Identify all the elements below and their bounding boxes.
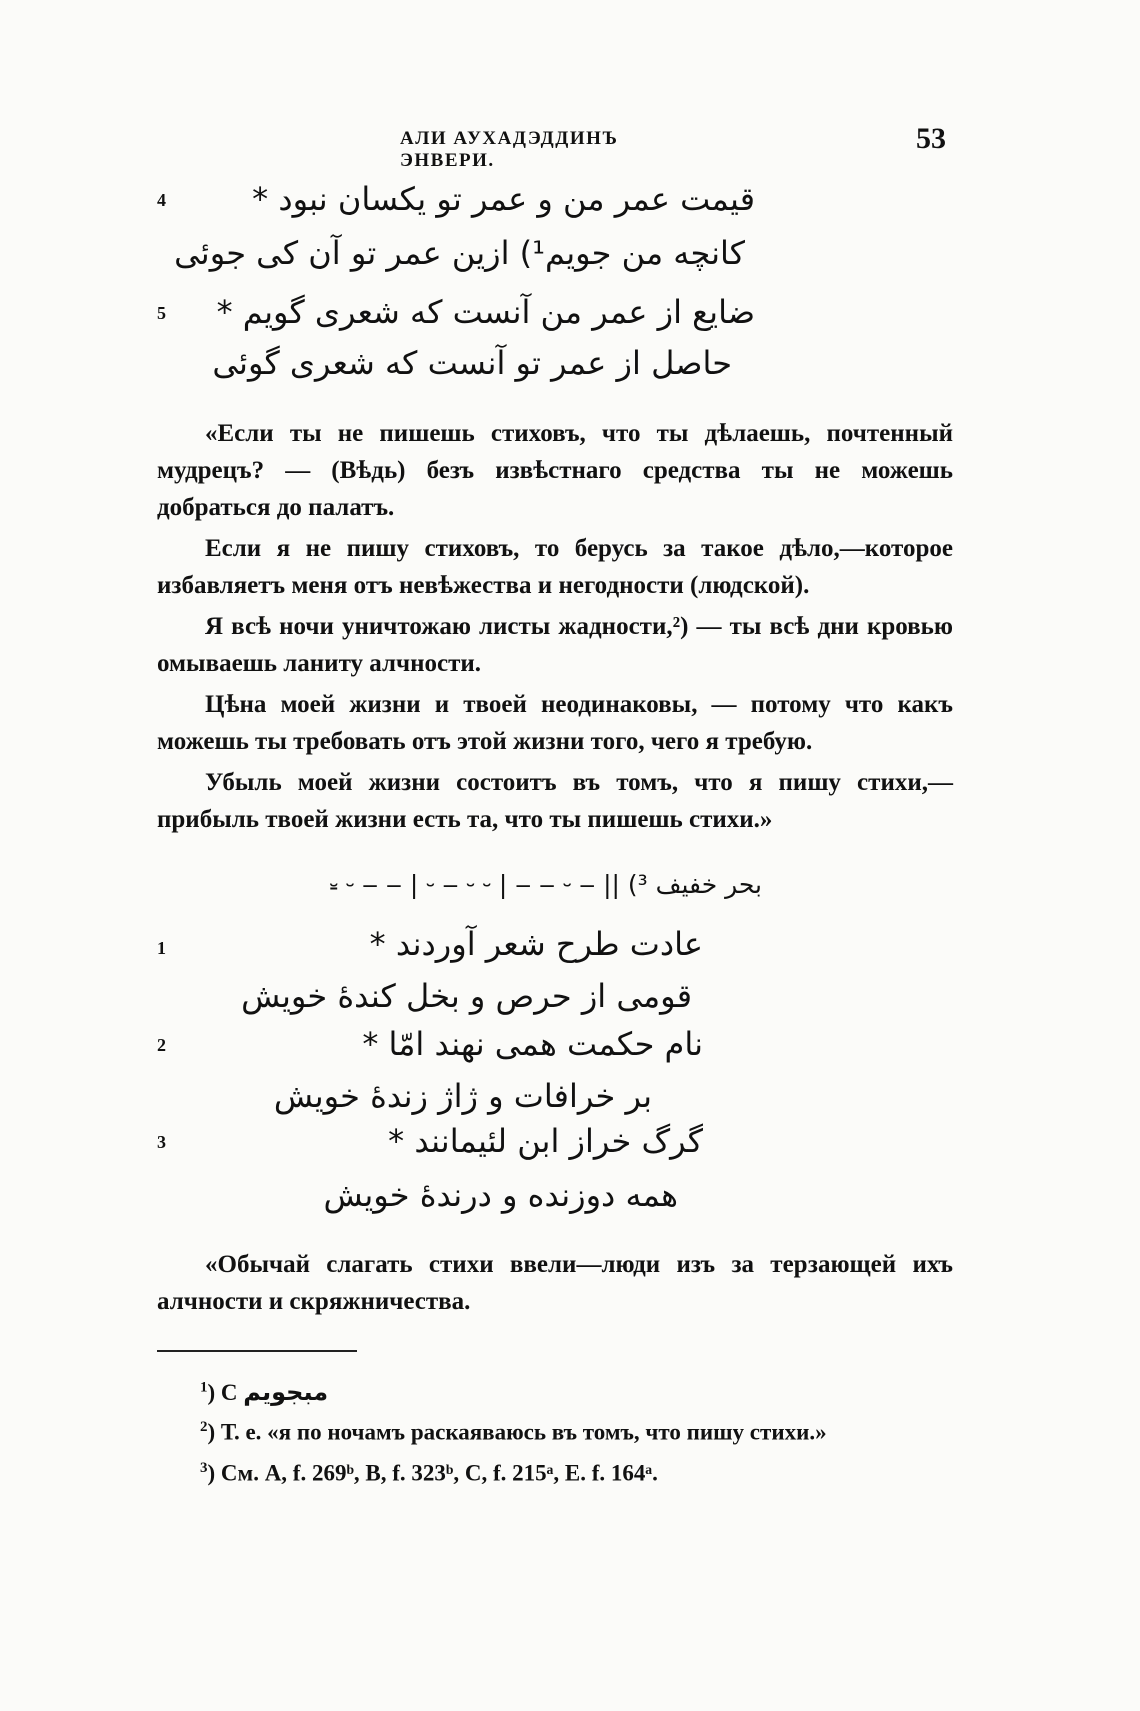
footnote: $^1$) C مبجویم: [200, 1378, 329, 1406]
verse-line: حاصل از عمر تو آنست که شعری گوئی: [212, 344, 732, 382]
verse-line: همه دوزنده و درندهٔ خویش: [323, 1176, 678, 1214]
verse-line: کانچه من جویم¹) ازین عمر تو آن کی جوئی: [174, 234, 745, 272]
verse-number: 3: [157, 1132, 166, 1152]
paragraph: Я всѣ ночи уничтожаю листы жадности,²) — ты всѣ дни кровью омываешь ланиту алчности.: [157, 613, 953, 677]
translation-block: [157, 1246, 953, 1324]
verse-line: ضایع از عمر من آنست که شعری گویم *: [216, 293, 755, 331]
translation-block: [157, 415, 953, 842]
verse-line: قومی از حرص و بخل کندهٔ خویش: [241, 977, 692, 1015]
meter-line: بحر خفیف ³) || ‒ ⏑ ‒ ‒ | ⏑ ⏑ ‒ ⏑ | ‒ ‒ ⏑ ⏓: [329, 870, 762, 899]
paragraph: «Обычай слагать стихи ввели—люди изъ за терзающей ихъ алчности и скряжничества.: [157, 1251, 953, 1315]
verse-number: 2: [157, 1035, 166, 1055]
verse-number: 1: [157, 938, 166, 958]
verse-line: قیمت عمر من و عمر تو یکسان نبود *: [252, 180, 755, 218]
paragraph: Если я не пишу стиховъ, то берусь за такое дѣло,—которое избавляетъ меня отъ невѣжества и негодности (людской).: [157, 535, 953, 599]
verse-line: عادت طرح شعر آوردند *: [369, 925, 703, 963]
verse-line: بر خرافات و ژاژ زندهٔ خویش: [273, 1077, 652, 1115]
verse-line: نام حکمت همی نهند امّا *: [362, 1025, 703, 1063]
paragraph: Убыль моей жизни состоитъ въ томъ, что я пишу стихи,— прибыль твоей жизни есть та, что ты пишешь стихи.»: [157, 769, 953, 833]
verse-number: 5: [157, 303, 166, 323]
footnote-rule: [157, 1350, 357, 1352]
verse-number: 4: [157, 190, 166, 210]
running-head: АЛИ АУХАДЭДДИНЪ ЭНВЕРИ.: [400, 128, 619, 171]
verse-line: گرگ خراز ابن لئیمانند *: [388, 1122, 703, 1160]
footnote: $^2$) Т. е. «я по ночамъ раскаяваюсь въ томъ, что пишу стихи.»: [200, 1419, 827, 1445]
paragraph: Цѣна моей жизни и твоей неодинаковы, — потому что какъ можешь ты требовать отъ этой жизни того, чего я требую.: [157, 691, 953, 755]
paragraph: «Если ты не пишешь стиховъ, что ты дѣлаешь, почтенный мудрецъ? — (Вѣдь) безъ извѣстнаго средства ты не можешь добраться до палатъ.: [157, 420, 953, 521]
page-number: 53: [916, 122, 946, 155]
footnote: $^3$) См. A, f. 269ᵇ, B, f. 323ᵇ, C, f. 215ᵃ, E. f. 164ᵃ.: [200, 1460, 658, 1486]
